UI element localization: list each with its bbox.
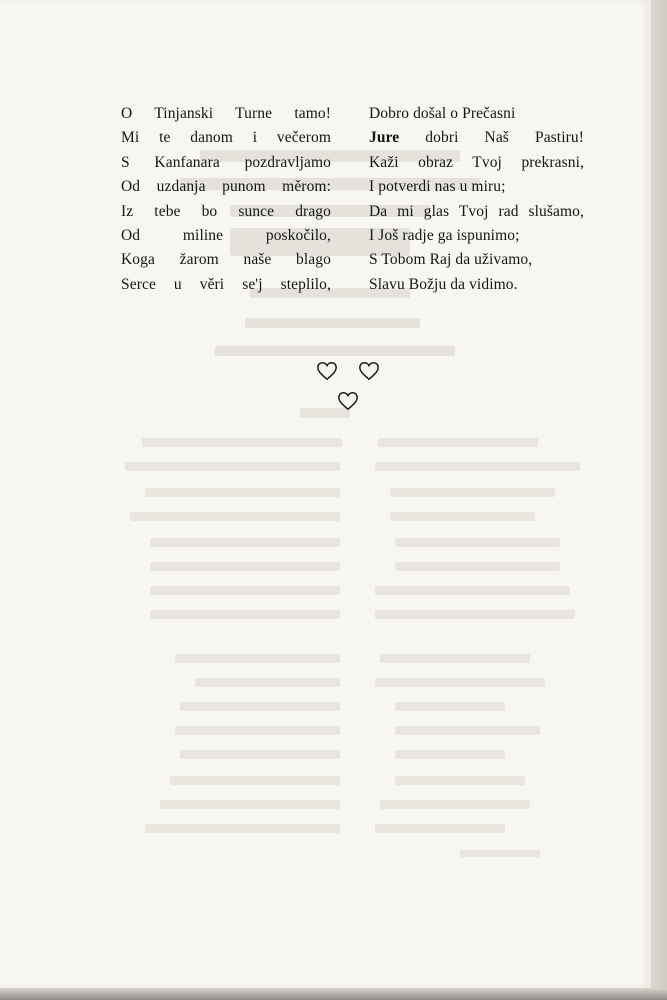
poem-line-text: dobri Naš Pastiru! <box>399 129 584 147</box>
poem-line-text: Da mi glas Tvoj rad slušamo, <box>369 202 584 220</box>
poem-line-text: S Tobom Raj da uživamo, <box>369 251 533 269</box>
poem-line-text: Slavu Božju da vidimo. <box>369 275 518 293</box>
heart-outline-icon <box>316 360 338 382</box>
poem-left-stanza <box>121 102 331 297</box>
poem-line-text: Dobro došal o Prečasni <box>369 105 516 122</box>
poem-line <box>369 126 584 150</box>
poem-line: O Tinjanski Turne tamo! <box>121 105 331 122</box>
poem-line: Mi te danom i večerom <box>121 129 331 147</box>
poem-line-text: I Još radje ga ispunimo; <box>369 227 520 245</box>
poem-line <box>369 151 584 175</box>
page-bottom-shadow <box>0 988 667 1000</box>
heart-outline-icon <box>358 360 380 382</box>
poem-line <box>369 248 584 272</box>
poem-line: S Kanfanara pozdravljamo <box>121 153 331 171</box>
poem-line: Iz tebe bo sunce drago <box>121 202 331 220</box>
next-page-edge <box>651 0 667 1000</box>
poem-line <box>369 102 584 126</box>
poem-line: Serce u věri se'j steplilo, <box>121 275 331 293</box>
heart-outline-icon <box>337 390 359 412</box>
poem-line: Od uzdanja punom měrom: <box>121 178 331 196</box>
poem-line: Koga žarom naše blago <box>121 251 331 269</box>
poem-line <box>369 175 584 199</box>
poem-right-stanza <box>369 102 584 297</box>
poem-line-text: I potverdi nas u miru; <box>369 178 506 196</box>
poem-line <box>369 224 584 248</box>
heart-ornament <box>310 358 390 418</box>
poem-line <box>369 200 584 224</box>
poem-line-text: Kaži obraz Tvoj prekrasni, <box>369 153 584 171</box>
poem-line <box>369 273 584 297</box>
poem-line: Od miline poskočilo, <box>121 227 331 245</box>
poem-name-bold: Jure <box>369 129 400 147</box>
